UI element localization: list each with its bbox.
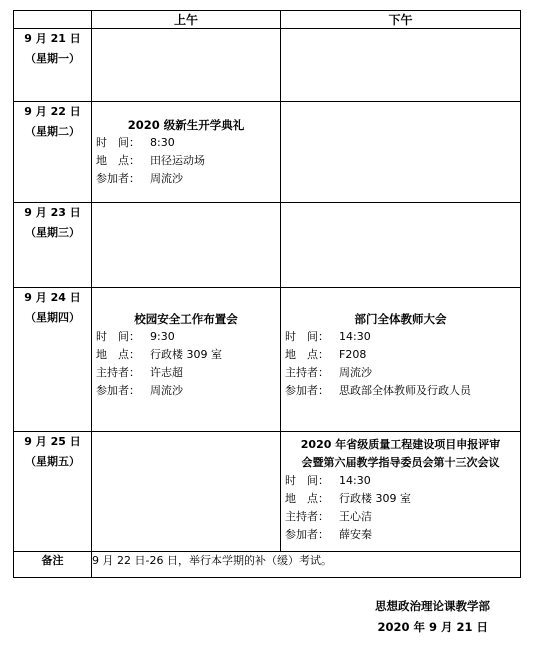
field-label: 时 间： — [285, 474, 329, 487]
field-value: 9:30 — [150, 330, 175, 343]
field-label: 地 点： — [96, 154, 140, 167]
event-block — [281, 432, 520, 544]
weekday-text: （星期四） — [25, 311, 80, 324]
date-text: 9 月 22 日 — [24, 105, 81, 118]
day-row — [14, 288, 521, 432]
event-title: 2020 级新生开学典礼 — [127, 118, 245, 132]
date-text: 9 月 21 日 — [24, 32, 81, 45]
date-text: 9 月 23 日 — [24, 206, 81, 219]
field-label: 地 点： — [96, 348, 140, 361]
event-title: 部门全体教师大会 — [354, 312, 447, 326]
header-morning: 上午 — [92, 11, 281, 29]
field-value: 14:30 — [339, 330, 371, 343]
field-value: 田径运动场 — [150, 154, 205, 167]
event-location — [285, 490, 516, 508]
weekday-text: （星期五） — [25, 455, 80, 468]
field-value: 8:30 — [150, 136, 175, 149]
signature-department: 思想政治理论课教学部 — [375, 599, 490, 613]
field-value: F208 — [339, 348, 367, 361]
header-blank — [14, 11, 92, 29]
field-value: 周流沙 — [150, 172, 183, 185]
afternoon-cell — [281, 288, 521, 432]
signature-date: 2020 年 9 月 21 日 — [377, 620, 488, 634]
event-attendee — [96, 170, 276, 188]
morning-cell — [92, 102, 281, 203]
weekday-text: （星期一） — [25, 52, 80, 65]
day-row — [14, 102, 521, 203]
afternoon-cell — [281, 102, 521, 203]
afternoon-cell — [281, 432, 521, 552]
morning-cell — [92, 288, 281, 432]
header-afternoon: 下午 — [281, 11, 521, 29]
field-value: 14:30 — [339, 474, 371, 487]
field-label: 参加者： — [96, 172, 140, 185]
event-time — [96, 134, 276, 152]
note-row — [14, 552, 521, 578]
event-host — [285, 364, 516, 382]
day-row — [14, 432, 521, 552]
event-location — [96, 346, 276, 364]
field-value: 周流沙 — [150, 384, 183, 397]
morning-cell — [92, 432, 281, 552]
event-time — [96, 328, 276, 346]
weekday-text: （星期三） — [25, 226, 80, 239]
field-value: 王心洁 — [339, 510, 372, 523]
event-block — [281, 288, 520, 400]
field-label: 地 点： — [285, 348, 329, 361]
field-label: 参加者： — [285, 384, 329, 397]
field-label: 地 点： — [285, 492, 329, 505]
date-cell — [14, 432, 92, 552]
field-label: 时 间： — [285, 330, 329, 343]
note-text: 9 月 22 日-26 日，举行本学期的补（缓）考试。 — [92, 552, 521, 578]
afternoon-cell — [281, 29, 521, 102]
schedule-table — [13, 10, 521, 578]
field-label: 主持者： — [285, 510, 329, 523]
event-host — [96, 364, 276, 382]
event-time — [285, 472, 516, 490]
event-block — [92, 102, 280, 188]
weekday-text: （星期二） — [25, 125, 80, 138]
day-row — [14, 29, 521, 102]
field-label: 主持者： — [96, 366, 140, 379]
event-location — [285, 346, 516, 364]
field-label: 主持者： — [285, 366, 329, 379]
field-value: 薛安秦 — [339, 528, 372, 541]
date-cell — [14, 288, 92, 432]
event-attendee — [285, 526, 516, 544]
header-row — [14, 11, 521, 29]
event-host — [285, 508, 516, 526]
field-label: 参加者： — [96, 384, 140, 397]
field-value: 思政部全体教师及行政人员 — [339, 384, 471, 397]
field-label: 时 间： — [96, 136, 140, 149]
event-title: 2020 年省级质量工程建设项目申报评审 — [300, 438, 501, 451]
date-text: 9 月 24 日 — [24, 291, 81, 304]
field-label: 参加者： — [285, 528, 329, 541]
day-row — [14, 203, 521, 288]
field-value: 许志超 — [150, 366, 183, 379]
field-value: 行政楼 309 室 — [339, 492, 411, 505]
event-attendee — [96, 382, 276, 400]
event-block — [92, 288, 280, 400]
field-value: 周流沙 — [339, 366, 372, 379]
date-cell — [14, 102, 92, 203]
morning-cell — [92, 29, 281, 102]
note-label: 备注 — [14, 552, 92, 578]
afternoon-cell — [281, 203, 521, 288]
event-time — [285, 328, 516, 346]
date-cell — [14, 29, 92, 102]
morning-cell — [92, 203, 281, 288]
event-title: 校园安全工作布置会 — [134, 312, 238, 326]
date-text: 9 月 25 日 — [24, 435, 81, 448]
date-cell — [14, 203, 92, 288]
event-location — [96, 152, 276, 170]
event-attendee — [285, 382, 516, 400]
field-value: 行政楼 309 室 — [150, 348, 222, 361]
field-label: 时 间： — [96, 330, 140, 343]
event-title-line2: 会暨第六届教学指导委员会第十三次会议 — [301, 456, 500, 469]
